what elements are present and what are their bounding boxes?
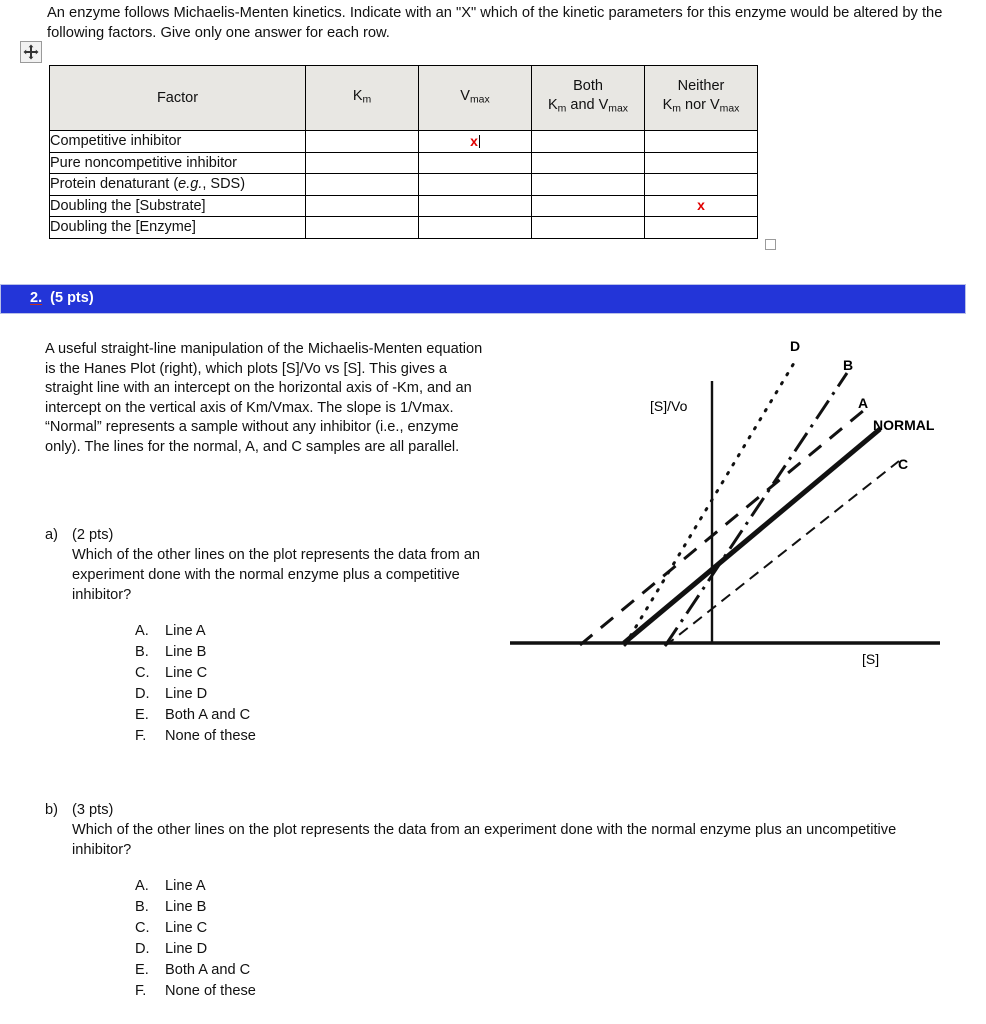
- choice-letter: B.: [135, 899, 149, 915]
- question-a-header: [45, 525, 495, 545]
- cell-both[interactable]: [532, 174, 645, 196]
- choice-item[interactable]: [135, 663, 495, 684]
- cell-km[interactable]: [306, 131, 419, 153]
- plot-line-b: [665, 373, 847, 646]
- choice-letter: E.: [135, 962, 149, 978]
- cell-both[interactable]: [532, 131, 645, 153]
- header-neither: [645, 66, 758, 131]
- question-b: [45, 800, 955, 1002]
- choice-letter: D.: [135, 686, 150, 702]
- section-header-bar: [0, 284, 966, 314]
- cell-both[interactable]: [532, 152, 645, 174]
- header-neither-km-sub: m: [672, 103, 681, 115]
- answer-mark: x: [697, 197, 705, 214]
- choice-label: None of these: [165, 728, 256, 744]
- question-a-marker: a): [45, 527, 58, 543]
- line-label-a: A: [858, 395, 869, 411]
- cell-km[interactable]: [306, 195, 419, 217]
- cell-neither[interactable]: [645, 152, 758, 174]
- choice-letter: D.: [135, 941, 150, 957]
- header-both-vmax-sub: max: [608, 103, 628, 115]
- table-row: [50, 195, 758, 217]
- table-header-row: [50, 66, 758, 131]
- question-b-choices: [135, 876, 955, 1002]
- choice-item[interactable]: [135, 876, 955, 897]
- choice-letter: F.: [135, 728, 147, 744]
- section-number: 2.: [30, 290, 43, 306]
- header-neither-km: K: [662, 97, 673, 114]
- choice-label: Line A: [165, 878, 206, 894]
- choice-item[interactable]: [135, 960, 955, 981]
- header-neither-line1: Neither: [677, 78, 725, 95]
- choice-label: Line B: [165, 899, 207, 915]
- line-label-normal: NORMAL: [873, 417, 935, 433]
- header-neither-line2: [645, 96, 757, 118]
- choice-letter: A.: [135, 623, 149, 639]
- resize-handle-icon[interactable]: [765, 239, 776, 250]
- cell-km[interactable]: [306, 152, 419, 174]
- question-a-text: Which of the other lines on the plot represents the data from an experiment done with the normal enzyme plus a competitive inhibitor?: [72, 547, 481, 603]
- factor-text-post: , SDS): [202, 176, 246, 193]
- header-both-line2: [532, 96, 644, 118]
- choice-letter: B.: [135, 644, 149, 660]
- body-paragraph: A useful straight-line manipulation of the Michaelis-Menten equation is the Hanes Plot (right), which plots [S]/Vo vs [S]. This gives a straight line with an intercept on the horizontal axis of -Km, and an intercept on the vertical axis of Km/Vmax. The slope is 1/Vmax. “Normal” represents a sample without any inhibitor (i.e., enzyme only). The lines for the normal, A, and C samples are all parallel.: [45, 341, 483, 455]
- hanes-plot-svg: [505, 333, 945, 673]
- kinetics-table-wrapper: [49, 65, 758, 239]
- kinetics-table: [49, 65, 758, 239]
- line-label-c: C: [898, 456, 909, 472]
- choice-label: Both A and C: [165, 707, 251, 723]
- cell-both[interactable]: [532, 217, 645, 239]
- cell-km[interactable]: [306, 217, 419, 239]
- choice-item[interactable]: [135, 621, 495, 642]
- question-b-header: [45, 800, 955, 820]
- cell-vmax[interactable]: [419, 152, 532, 174]
- cell-both[interactable]: [532, 195, 645, 217]
- choice-letter: A.: [135, 878, 149, 894]
- header-vmax: [419, 66, 532, 131]
- text-caret: [479, 135, 480, 148]
- question-b-marker: b): [45, 802, 58, 818]
- header-neither-vmax-sub: max: [719, 103, 740, 115]
- choice-item[interactable]: [135, 897, 955, 918]
- factor-text-pre: Protein denaturant (: [50, 176, 179, 193]
- header-neither-vmax: nor V: [680, 97, 720, 114]
- header-both: [532, 66, 645, 131]
- header-both-line1: Both: [573, 78, 603, 95]
- choice-item[interactable]: [135, 705, 495, 726]
- header-vmax-sub: max: [469, 94, 490, 106]
- table-row: [50, 174, 758, 196]
- choice-letter: E.: [135, 707, 149, 723]
- choice-item[interactable]: [135, 684, 495, 705]
- cell-vmax[interactable]: [419, 174, 532, 196]
- cell-vmax[interactable]: [419, 217, 532, 239]
- cell-vmax[interactable]: [419, 195, 532, 217]
- row-factor-label: [50, 174, 306, 196]
- plot-line-a: [580, 411, 863, 645]
- line-label-b: B: [843, 357, 854, 373]
- cell-neither[interactable]: [645, 174, 758, 196]
- question-a-points: (2 pts): [72, 527, 114, 543]
- choice-item[interactable]: [135, 726, 495, 747]
- row-factor-label: Pure noncompetitive inhibitor: [50, 152, 306, 174]
- plot-line-c: [665, 461, 899, 646]
- row-factor-label: Doubling the [Enzyme]: [50, 217, 306, 239]
- choice-label: Line D: [165, 941, 208, 957]
- question-b-points: (3 pts): [72, 802, 114, 818]
- section-header-label: [30, 290, 94, 306]
- choice-label: Line A: [165, 623, 206, 639]
- answer-mark: x: [470, 132, 478, 149]
- cell-neither[interactable]: [645, 131, 758, 153]
- factor-text-italic: e.g.: [178, 176, 203, 193]
- row-factor-label: Competitive inhibitor: [50, 131, 306, 153]
- header-both-km-sub: m: [557, 103, 567, 115]
- choice-label: Line D: [165, 686, 208, 702]
- question-a: [45, 525, 495, 747]
- header-factor: Factor: [50, 66, 306, 131]
- header-km: [306, 66, 419, 131]
- choice-item[interactable]: [135, 642, 495, 663]
- choice-item[interactable]: [135, 981, 955, 1002]
- move-handle-icon[interactable]: [20, 41, 42, 63]
- choice-letter: C.: [135, 665, 150, 681]
- cell-vmax[interactable]: [419, 131, 532, 153]
- cell-km[interactable]: [306, 174, 419, 196]
- question-b-text: Which of the other lines on the plot represents the data from an experiment done with the normal enzyme plus an uncompetitive inhibitor?: [72, 822, 897, 858]
- choice-label: Both A and C: [165, 962, 251, 978]
- table-row: [50, 217, 758, 239]
- header-km-text: K: [352, 87, 363, 104]
- choice-label: Line C: [165, 920, 208, 936]
- choice-letter: C.: [135, 920, 150, 936]
- table-row: [50, 131, 758, 153]
- choice-letter: F.: [135, 983, 147, 999]
- y-axis-label: [S]/Vo: [650, 398, 688, 414]
- line-label-d: D: [790, 338, 801, 354]
- x-axis-label: [S]: [862, 651, 880, 667]
- section-points: (5 pts): [50, 290, 94, 306]
- cell-neither[interactable]: [645, 217, 758, 239]
- row-factor-label: Doubling the [Substrate]: [50, 195, 306, 217]
- intro-paragraph: An enzyme follows Michaelis-Menten kinetics. Indicate with an "X" which of the kinetic parameters for this enzyme would be altered by the following factors. Give only one answer for each row.: [47, 5, 943, 41]
- header-km-sub: m: [362, 94, 372, 106]
- plot-line-normal: [624, 429, 880, 643]
- question-a-choices: [135, 621, 495, 747]
- choice-label: Line B: [165, 644, 207, 660]
- choice-label: Line C: [165, 665, 208, 681]
- choice-item[interactable]: [135, 939, 955, 960]
- hanes-plot: [505, 333, 945, 673]
- choice-label: None of these: [165, 983, 256, 999]
- choice-item[interactable]: [135, 918, 955, 939]
- header-vmax-text: V: [460, 87, 470, 104]
- plot-series-group: [580, 358, 899, 646]
- header-both-vmax: and V: [566, 97, 609, 114]
- header-both-km: K: [547, 97, 558, 114]
- table-row: [50, 152, 758, 174]
- cell-neither[interactable]: [645, 195, 758, 217]
